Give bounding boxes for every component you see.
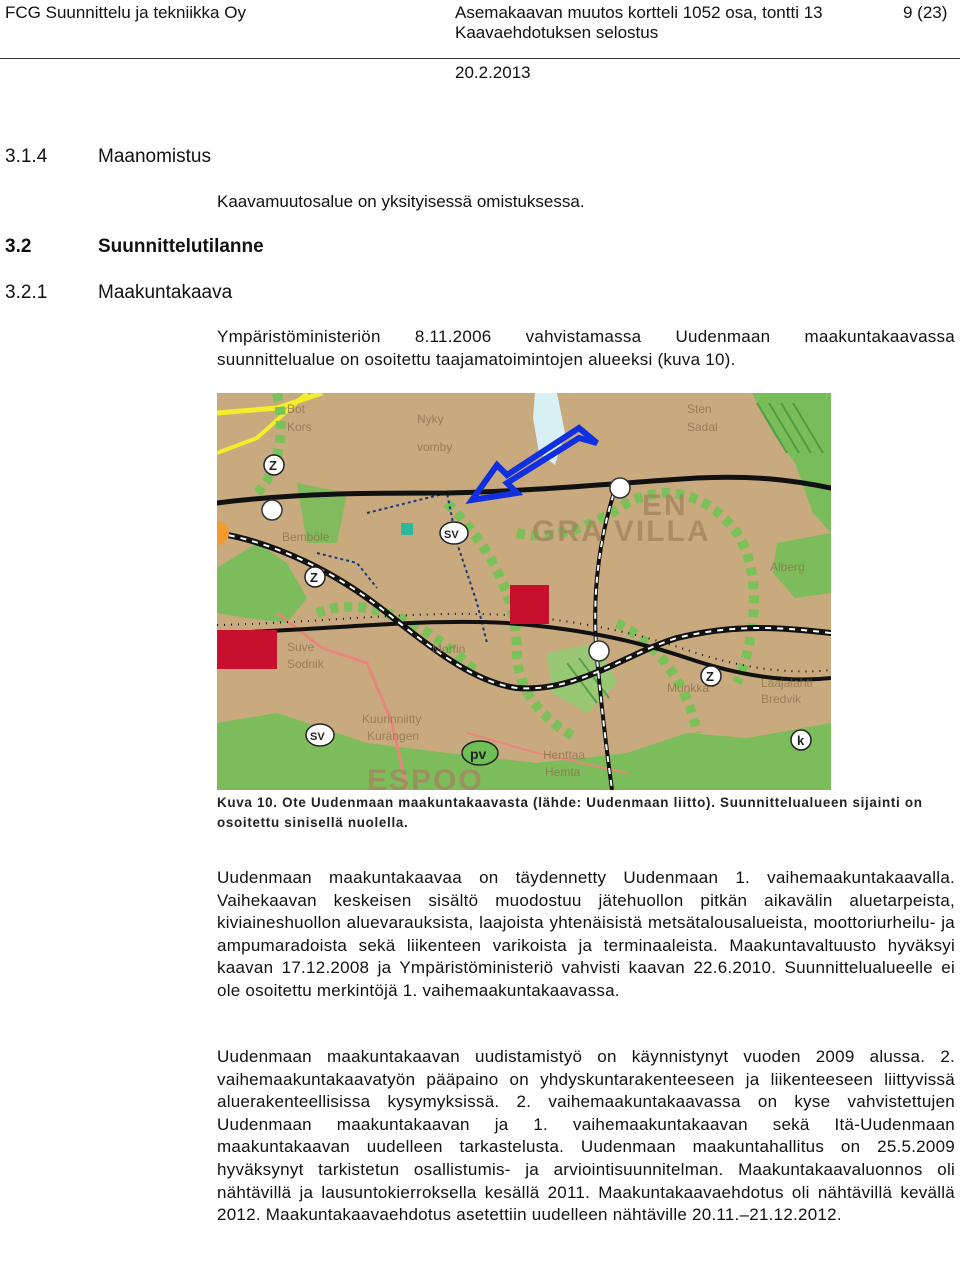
svg-text:Bredvik: Bredvik (761, 692, 802, 706)
paragraph-vaihemaakuntakaava: Uudenmaan maakuntakaavaa on täydennetty Uudenmaan 1. vaihemaakuntakaavalla. Vaihekaavan keskeisen sisältö muodostuu jätehuollon pitkän aikavälin aluetarpeista, kiviaineshuollon aluevarauksista, laajoista yhtenäisistä metsätalousalueista, moottoriurheilu- ja ampumaradoista sekä liikenteen varikoista ja terminaaleista. Maakuntavaltuusto hyväksyi kaavan 17.12.2008 ja Ympäristöministeriö vahvisti kaavan 22.6.2010. Suunnittelualueelle ei ole osoitettu merkintöjä 1. vaihemaakuntakaavassa. (217, 868, 955, 1000)
symbol-k-text: k (797, 733, 805, 748)
regional-plan-map (217, 393, 831, 790)
teal-marker (401, 523, 413, 535)
green-area-south (217, 713, 831, 790)
section-3-2-1-body: Ympäristöministeriön 8.11.2006 vahvistamassa Uudenmaan maakuntakaavassa suunnittelualue on osoitettu taajamatoimintojen alueeksi (kuva 10). (217, 327, 955, 369)
svg-text:Nyky: Nyky (417, 412, 444, 426)
symbol-pv-text: pv (470, 746, 487, 762)
svg-text:vomby: vomby (417, 440, 453, 454)
section-3-2-title: Suunnittelutilanne (98, 236, 264, 257)
svg-text:Bemböle: Bemböle (282, 530, 330, 544)
svg-text:Laajalahti: Laajalahti (761, 676, 813, 690)
svg-text:Sadal: Sadal (687, 420, 718, 434)
svg-text:Suve: Suve (287, 640, 315, 654)
section-3-2-1-number: 3.2.1 (5, 282, 48, 303)
svg-text:Sten: Sten (687, 402, 712, 416)
svg-text:Henttaa: Henttaa (543, 748, 586, 762)
svg-text:Kors: Kors (287, 420, 312, 434)
svg-text:GRA VILLA: GRA VILLA (532, 515, 711, 548)
red-square-west (217, 630, 277, 669)
paragraph-uudistamistyo: Uudenmaan maakuntakaavan uudistamistyö on käynnistynyt vuoden 2009 alussa. 2. vaihemaakuntakaavatyön pääpaino on yhdyskuntarakenteeseen ja liikenteeseen liittyvissä aluerakenteellisissa kysymyksissä. 2. vaihemaakuntakaavassa on kyse vahvistettujen Uudenmaan maakuntakaavan ja 1. vaihemaakuntakaavan sekä Itä-Uudenmaan maakuntakaavan uudelleen tarkastelusta. Uudenmaan maakuntahallitus on 25.5.2009 hyväksynyt tarkistetun osallistumis- ja arviointisuunnitelman. Maakuntakaavaluonnos oli nähtävillä ja lausuntokierroksella kesällä 2011. Maakuntakaavaehdotus oli nähtävillä kevällä 2012. Maakuntakaavaehdotus asetettiin uudelleen nähtäville 20.11.–21.12.2012. (217, 1047, 955, 1225)
svg-text:ESPOO: ESPOO (367, 764, 484, 790)
figure-caption (217, 793, 957, 833)
symbol-z-2-text: Z (310, 570, 318, 585)
section-3-2-number: 3.2 (5, 236, 32, 257)
svg-text:Munkkä: Munkkä (667, 681, 710, 695)
section-3-2-1-title: Maakuntakaava (98, 282, 233, 303)
figure-caption-lead: Kuva 10. (217, 795, 278, 810)
svg-text:Bot: Bot (287, 402, 306, 416)
svg-text:Alberg: Alberg (770, 560, 805, 574)
section-3-1-4-number: 3.1.4 (5, 146, 48, 167)
symbol-sv-1-text: SV (444, 529, 459, 541)
document-title: Asemakaavan muutos kortteli 1052 osa, tontti 13 (455, 3, 823, 22)
document-date: 20.2.2013 (455, 63, 531, 82)
svg-text:Hemta: Hemta (545, 765, 581, 779)
symbol-sv-2-text: SV (310, 731, 325, 743)
section-3-1-4-body: Kaavamuutosalue on yksityisessä omistuksessa. (217, 192, 585, 211)
page-number: 9 (23) (903, 3, 948, 22)
svg-text:EN: EN (642, 489, 688, 522)
red-square-centre (510, 585, 549, 624)
figure-caption-text: Ote Uudenmaan maakuntakaavasta (lähde: Uudenmaan liitto). Suunnittelualueen sijainti on osoitettu sinisellä nuolella. (217, 795, 923, 830)
svg-text:Morfin: Morfin (432, 642, 466, 656)
symbol-z-3-text: Z (706, 669, 714, 684)
svg-text:Kurängen: Kurängen (367, 729, 420, 743)
header-rule (0, 58, 960, 59)
svg-text:Kuurinniitty: Kuurinniitty (362, 712, 422, 726)
company-name: FCG Suunnittelu ja tekniikka Oy (5, 3, 246, 22)
orange-marker (217, 521, 229, 545)
section-3-1-4-title: Maanomistus (98, 146, 211, 167)
document-subtitle: Kaavaehdotuksen selostus (455, 23, 659, 42)
symbol-z-1-text: Z (269, 458, 277, 473)
svg-text:Sodnik: Sodnik (287, 657, 324, 671)
